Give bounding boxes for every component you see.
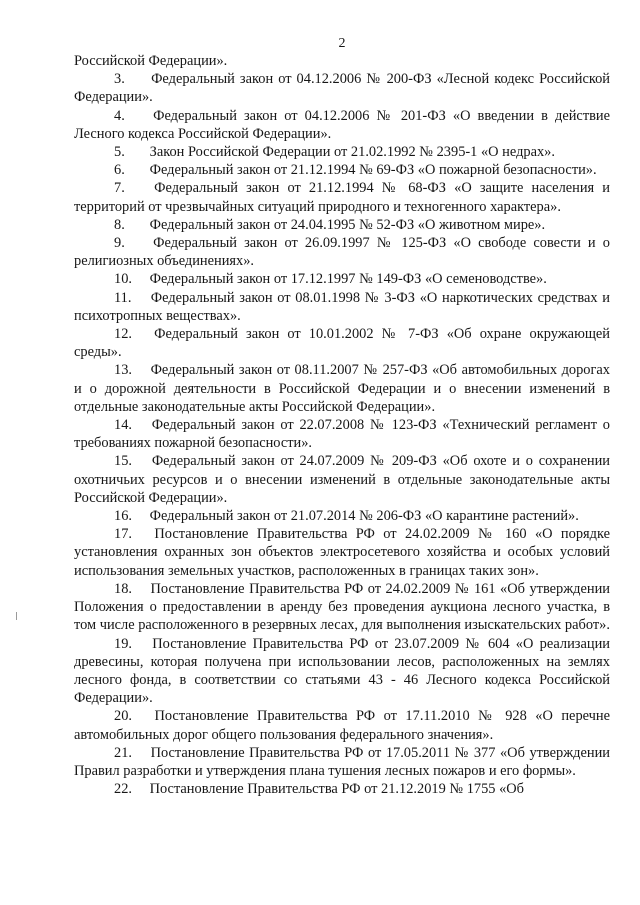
list-item-text: Федеральный закон от 22.07.2008 № 123-ФЗ «Технический регламент о требованиях пожарной безопасности». [74, 417, 610, 452]
list-item-number: 8. [114, 216, 125, 233]
list-item-text: Постановление Правительства РФ от 24.02.2009 № 161 «Об утверждении Положения о предоставлении в аренду без проведения аукциона лесного участка, в том числе расположенного в резервных лесах, для выполнения изыскательских работ». [74, 580, 610, 634]
list-item-number: 18. [114, 580, 132, 597]
list-item-text: Федеральный закон от 08.01.1998 № 3-ФЗ «О наркотических средствах и психотропных веществах». [74, 289, 610, 324]
list-item-number: 11. [114, 289, 132, 306]
list-item-number: 5. [114, 144, 125, 161]
list-item [74, 580, 610, 635]
list-item-number: 13. [114, 362, 132, 379]
list-item-number: 21. [114, 744, 132, 761]
list-item-text: Федеральный закон от 24.07.2009 № 209-ФЗ «Об охоте и о сохранении охотничьих ресурсов и о внесении изменений в отдельные законодательные акты Российской Федерации». [74, 453, 610, 506]
list-item-text: Федеральный закон от 04.12.2006 № 200-ФЗ «Лесной кодекс Российской Федерации». [74, 71, 610, 106]
list-item [74, 107, 610, 143]
list-item-number: 14. [114, 417, 132, 434]
list-item [74, 635, 610, 708]
list-item [74, 143, 610, 161]
list-item-text: Федеральный закон от 10.01.2002 № 7-ФЗ «Об охране окружающей среды». [74, 326, 610, 361]
list-item [74, 361, 610, 416]
list-item-number: 16. [114, 508, 132, 525]
list-item-number: 4. [114, 107, 125, 124]
list-item-text: Федеральный закон от 08.11.2007 № 257-ФЗ «Об автомобильных дорогах и о дорожной деятельности в Российской Федерации и о внесении изменений в отдельные законодательные акты Российской Федерации». [74, 362, 610, 415]
list-item-number: 20. [114, 708, 132, 725]
list-item-text: Постановление Правительства РФ от 21.12.2019 № 1755 «Об [149, 781, 524, 798]
list-item-text: Постановление Правительства РФ от 24.02.2009 № 160 «О порядке установления охранных зон объектов электросетевого хозяйства и особых условий использования земельных участков, расположенных в границах таких зон». [74, 526, 610, 579]
list-item-number: 9. [114, 235, 125, 252]
list-item-text: Постановление Правительства РФ от 23.07.2009 № 604 «О реализации древесины, которая получена при использовании лесов, расположенных на землях лесного фонда, в соответствии со статьями 43 - 46 Лесного кодекса Российской Федерации». [74, 635, 610, 707]
list-item-number: 17. [114, 526, 132, 543]
list-item-number: 3. [114, 71, 125, 88]
list-item-number: 12. [114, 326, 132, 343]
list-item-text: Федеральный закон от 04.12.2006 № 201-ФЗ «О введении в действие Лесного кодекса Российской Федерации». [74, 107, 610, 142]
list-item-text: Федеральный закон от 26.09.1997 № 125-ФЗ «О свободе совести и о религиозных объединениях». [74, 235, 610, 270]
list-item [74, 289, 610, 325]
list-item-text: Федеральный закон от 21.12.1994 № 69-ФЗ «О пожарной безопасности». [149, 162, 597, 179]
list-item [74, 325, 610, 361]
list-item-text: Федеральный закон от 21.07.2014 № 206-ФЗ «О карантине растений». [149, 508, 579, 525]
list-item-text: Постановление Правительства РФ от 17.11.2010 № 928 «О перечне автомобильных дорог общего пользования федерального значения». [74, 708, 610, 743]
list-item-text: Федеральный закон от 17.12.1997 № 149-ФЗ «О семеноводстве». [149, 271, 547, 288]
scan-artifact [16, 612, 17, 620]
list-item [74, 744, 610, 780]
list-item [74, 161, 610, 179]
list-item [74, 780, 610, 798]
list-item [74, 707, 610, 743]
list-item-number: 6. [114, 162, 125, 179]
continued-text: Российской Федерации». [74, 53, 228, 69]
list-item [74, 507, 610, 525]
list-item-text: Закон Российской Федерации от 21.02.1992 № 2395-1 «О недрах». [149, 144, 555, 161]
list-item [74, 216, 610, 234]
list-item-number: 7. [114, 180, 125, 197]
list-item [74, 270, 610, 288]
page-number: 2 [338, 36, 346, 51]
list-item-number: 10. [114, 271, 132, 288]
list-item [74, 416, 610, 452]
list-item [74, 452, 610, 507]
list-item [74, 234, 610, 270]
list-item [74, 525, 610, 580]
law-list [74, 70, 610, 798]
list-item-number: 15. [114, 453, 132, 470]
list-item-text: Федеральный закон от 21.12.1994 № 68-ФЗ «О защите населения и территорий от чрезвычайных ситуаций природного и техногенного характера». [74, 180, 610, 215]
list-item [74, 179, 610, 215]
list-item-text: Федеральный закон от 24.04.1995 № 52-ФЗ «О животном мире». [149, 216, 546, 233]
list-item [74, 70, 610, 106]
list-item-number: 22. [114, 781, 132, 798]
list-item-number: 19. [114, 635, 132, 652]
list-item-text: Постановление Правительства РФ от 17.05.2011 № 377 «Об утверждении Правил разработки и утверждения плана тушения лесных пожаров и его формы». [74, 744, 610, 779]
